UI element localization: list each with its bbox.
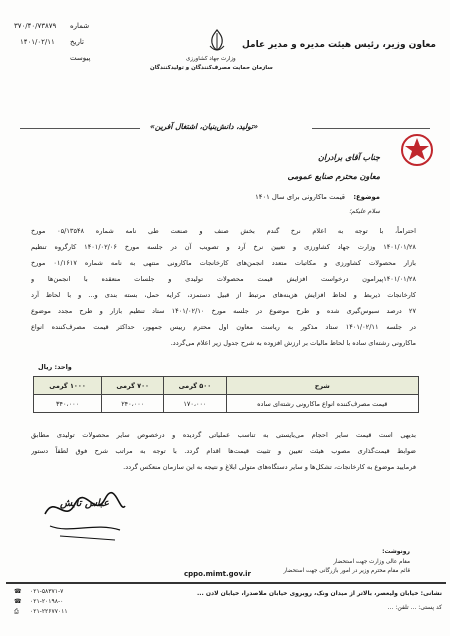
signature-name: عباس تابش [60,498,110,509]
slogan-rule-left [20,128,140,129]
body-line: احتراماً، با توجه به اعلام نرخ گندم بخش صنف و صنعت طی نامه شماره ۰۵/۱۳۵۴۸ مورخ [31,227,416,235]
body-line: ۱۴۰۱/۰۱/۲۸پیرامون درخواست افزایش قیمت محصولات تولیدی و جلسات منعقده با انجمن‌ها و [31,275,416,283]
website-link[interactable]: cppo.mimt.gov.ir [184,570,251,578]
handwritten-signature [40,484,130,544]
table-row [34,395,419,413]
body-line: ماکارونی رشته‌ای ساده با لحاظ مالیات بر ارزش افزوده به شرح جدول زیر اعلام می‌گردد. [170,339,416,347]
footer-fax: ۰۲۱-۲۲۶۷۷۰۱۱ [30,608,68,615]
header-description: شرح [226,377,419,395]
phone-icon: ☎ [14,598,22,605]
footer [6,582,446,634]
date-label: تاریخ [70,38,84,46]
slogan-rule-right [312,128,430,129]
number-label: شماره [70,22,90,30]
slogan: «تولید، دانش‌بنیان، اشتغال آفرین» [150,122,258,131]
copies-title: رونوشت: [382,548,410,555]
closing-line: بدیهی است قیمت سایر احجام می‌بایستی به تناسب عملیاتی گردیده و درخصوص سایر محصولات تولیدی مطابق [31,431,416,439]
greeting: سلام علیکم؛ [349,208,380,215]
table-header-row [34,377,419,395]
addressee-title: معاون محترم صنایع عمومی [287,172,380,181]
table-unit: واحد: ریال [38,363,72,371]
phone-icon: ☎ [14,588,22,595]
footer-phone: ۰۲۱-۵۸۳۷۱-۷ [30,588,64,595]
body-line: ۲۷ درصد سبوس‌گیری شده و طرح موضوع در جلسه مورخ ۱۴۰۱/۰۲/۱۰ ستاد تنظیم بازار و طرح مجدد موضوع [31,307,416,315]
body-line: کارخانجات ذیربط و لحاظ افزایش هزینه‌های مرتبط از قبیل دستمزد، کرایه حمل، بسته بندی و... و با لحاظ آرد [31,291,416,299]
addressee-name: جناب آقای برادران [317,153,380,162]
header-700g: ۷۰۰ گرمی [102,377,164,395]
number-value: ۳۷۰/۴۰/۷۳۸۷۹ [14,22,57,30]
footer-address: نشانی: خیابان ولیعصر، بالاتر از میدان ونک، روبروی خیابان ملاصدرا، خیابان لادن ... [196,590,442,597]
org-name: سازمان حمایت مصرف‌کنندگان و تولیدکنندگان [150,65,273,71]
fax-icon: ⎙ [14,608,19,615]
header-1000g: ۱۰۰۰ گرمی [34,377,102,395]
price-500g: ۱۷۰،۰۰۰ [164,395,226,413]
footer-postal: کد پستی: ... تلفن: ... [387,604,442,611]
attachment-label: پیوست [70,54,91,62]
price-table [33,376,419,413]
body-line: ۱۴۰۱/۰۱/۲۸ وزارت جهاد کشاورزی و تعیین نرخ آرد و تصویب آن در جلسه مورخ ۱۴۰۱/۰۲/۰۶ کارگروه تنظیم [31,243,416,251]
closing-line: فرمایید موضوع به کارخانجات، تشکل‌ها و سایر دستگاه‌های متولی ابلاغ و نتیجه به این سازمان منعکس گردد. [123,463,416,471]
subject-value: قیمت ماکارونی برای سال ۱۴۰۱ [255,193,345,201]
closing-line: ضوابط قیمت‌گذاری مصوب هیئت تعیین و تثبیت قیمت‌ها اقدام گردد. با توجه به مراتب شرح فوق لطفاً دستور [31,447,416,455]
row-description: قیمت مصرف‌کننده انواع ماکارونی رشته‌ای ساده [226,395,419,413]
footer-phone: ۰۲۱-۲۰۱۹۸-۰ [30,598,64,605]
office-title: معاون وزیر، رئیس هیئت مدیره و مدیر عامل [241,40,436,50]
subject-label: موضوع: [353,193,380,201]
copy-line: مقام عالی وزارت جهت استحضار [333,559,410,565]
copy-line: قائم مقام محترم وزیر در امور بازرگانی جهت استحضار [283,568,410,574]
body-line: در جلسه ۱۴۰۱/۰۲/۱۱ ستاد مذکور به ریاست معاون اول محترم رییس جمهور، حداکثر قیمت مصرف‌کننده انواع [31,323,416,331]
price-1000g: ۳۴۰،۰۰۰ [34,395,102,413]
organization-logo-icon [400,133,434,167]
ministry-name: وزارت جهاد کشاورزی [186,56,236,62]
body-line: بازار محصولات کشاورزی و مکاتبات متعدد انجمن‌های کارخانجات ماکارونی منتهی به نامه شماره ۰۱/۱۶۱۷ مورخ [31,259,416,267]
date-value: ۱۴۰۱/۰۲/۱۱ [20,38,55,46]
iran-emblem-icon [206,28,228,54]
price-700g: ۲۴۰،۰۰۰ [102,395,164,413]
header-500g: ۵۰۰ گرمی [164,377,226,395]
